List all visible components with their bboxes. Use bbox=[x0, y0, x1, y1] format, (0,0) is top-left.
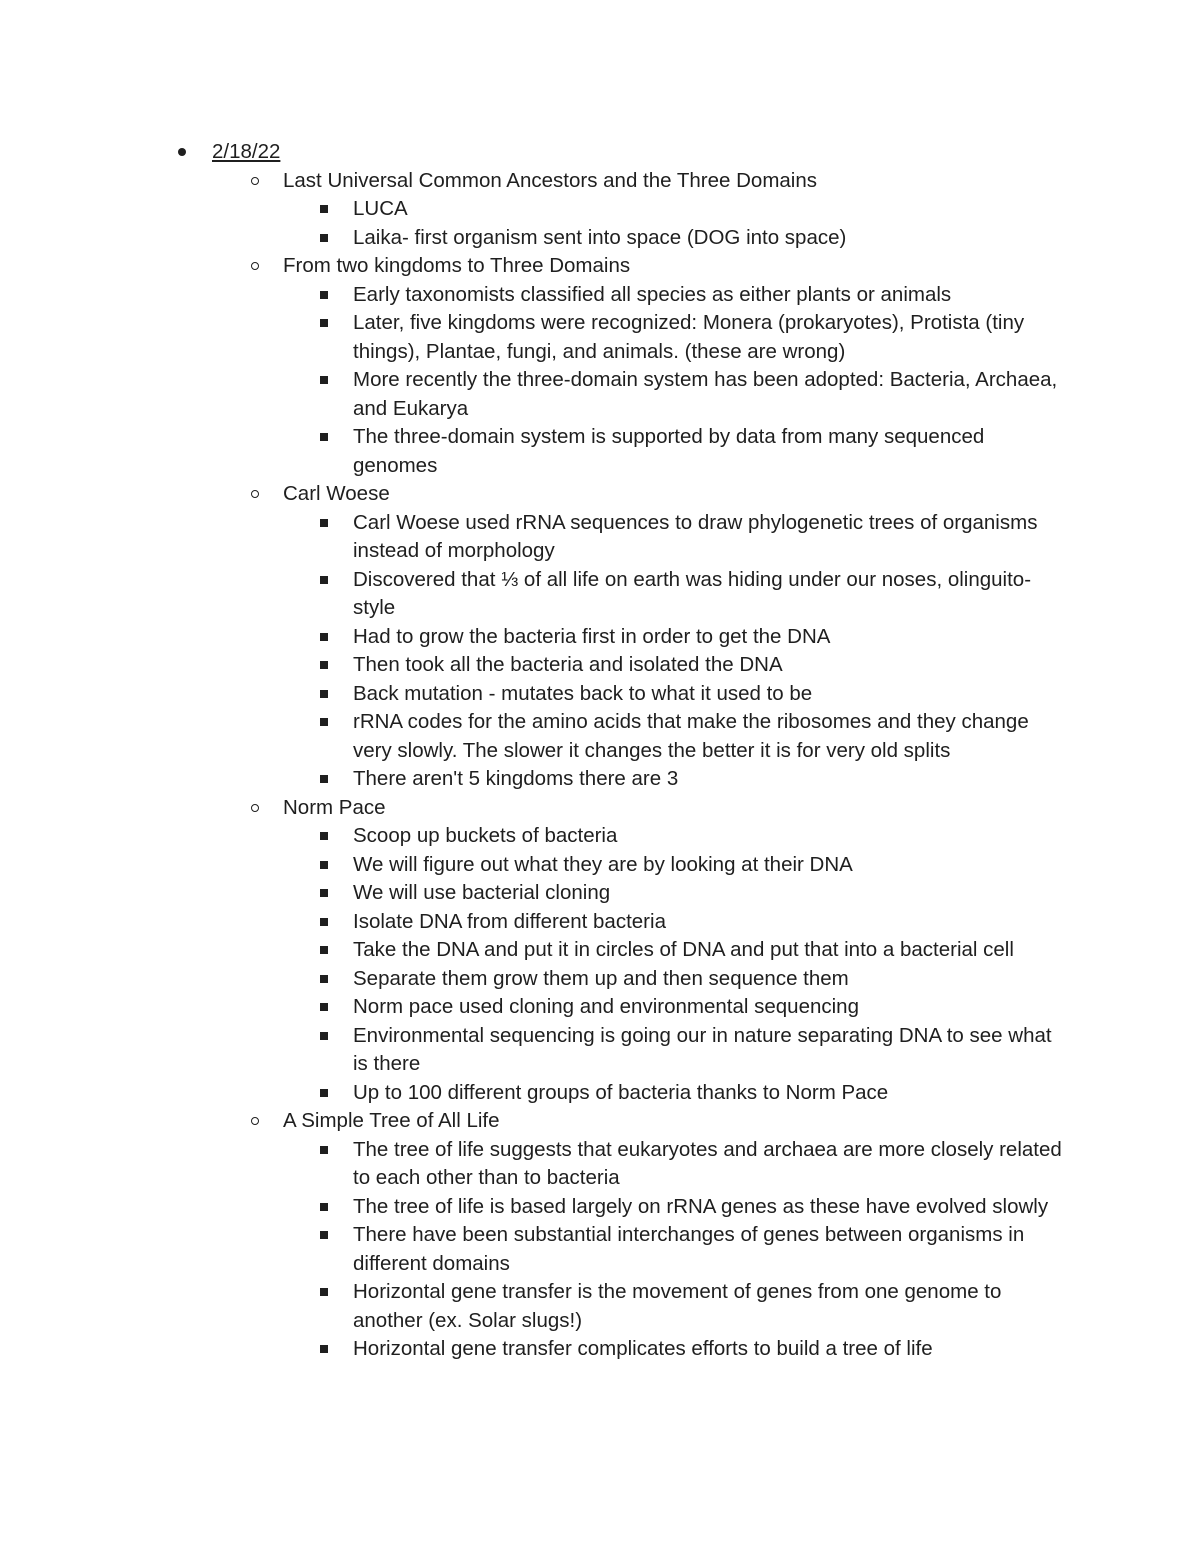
list-item bbox=[0, 281, 1200, 310]
section-heading-text: Last Universal Common Ancestors and the Three Domains bbox=[283, 168, 818, 192]
list-item-text: Later, five kingdoms were recognized: Monera (prokaryotes), Protista (tiny things), Plantae, fungi, and animals. (these are wrong) bbox=[353, 311, 1025, 363]
square-bullet-icon bbox=[314, 423, 334, 452]
section-heading-text: From two kingdoms to Three Domains bbox=[283, 254, 631, 277]
list-item-text: Back mutation - mutates back to what it used to be bbox=[353, 681, 813, 705]
list-item-text: The tree of life is based largely on rRNA genes as these have evolved slowly bbox=[353, 1194, 1049, 1218]
square-bullet-icon bbox=[314, 993, 334, 1022]
filled-bullet-icon bbox=[172, 138, 192, 167]
list-item bbox=[0, 1221, 1200, 1278]
hollow-circle-bullet-icon bbox=[245, 1107, 265, 1136]
hollow-circle-bullet-icon bbox=[245, 794, 265, 823]
list-item bbox=[0, 566, 1200, 623]
section-heading bbox=[0, 1107, 1200, 1136]
square-bullet-icon bbox=[314, 1079, 334, 1108]
list-item-text: Carl Woese used rRNA sequences to draw phylogenetic trees of organisms instead of morphology bbox=[353, 510, 1038, 562]
square-bullet-icon bbox=[314, 851, 334, 880]
list-item bbox=[0, 423, 1200, 480]
list-item-text: The three-domain system is supported by data from many sequenced genomes bbox=[353, 425, 985, 477]
date-entry bbox=[0, 138, 1200, 167]
square-bullet-icon bbox=[314, 195, 334, 224]
list-item bbox=[0, 1193, 1200, 1222]
list-item bbox=[0, 908, 1200, 937]
list-item bbox=[0, 708, 1200, 765]
list-item-text: Early taxonomists classified all species as either plants or animals bbox=[353, 282, 952, 306]
list-item bbox=[0, 651, 1200, 680]
list-item bbox=[0, 1136, 1200, 1193]
square-bullet-icon bbox=[314, 224, 334, 253]
list-item-text: Laika- first organism sent into space (DOG into space) bbox=[353, 225, 847, 249]
section-heading bbox=[0, 167, 1200, 196]
square-bullet-icon bbox=[314, 708, 334, 737]
list-item-text: Up to 100 different groups of bacteria thanks to Norm Pace bbox=[353, 1080, 889, 1104]
list-item bbox=[0, 965, 1200, 994]
square-bullet-icon bbox=[314, 623, 334, 652]
square-bullet-icon bbox=[314, 1335, 334, 1364]
list-item bbox=[0, 309, 1200, 366]
square-bullet-icon bbox=[314, 281, 334, 310]
list-item bbox=[0, 224, 1200, 253]
list-item-text: The tree of life suggests that eukaryotes and archaea are more closely related to each other than to bacteria bbox=[353, 1137, 1062, 1189]
square-bullet-icon bbox=[314, 1136, 334, 1165]
list-item-text: rRNA codes for the amino acids that make the ribosomes and they change very slowly. The slower it changes the better it is for very old splits bbox=[353, 710, 1029, 762]
list-item bbox=[0, 195, 1200, 224]
square-bullet-icon bbox=[314, 651, 334, 680]
square-bullet-icon bbox=[314, 1221, 334, 1250]
list-item-text: Discovered that ⅓ of all life on earth was hiding under our noses, olinguito-style bbox=[353, 567, 1032, 619]
square-bullet-icon bbox=[314, 1193, 334, 1222]
square-bullet-icon bbox=[314, 908, 334, 937]
hollow-circle-bullet-icon bbox=[245, 252, 265, 281]
square-bullet-icon bbox=[314, 1278, 334, 1307]
list-item bbox=[0, 1079, 1200, 1108]
square-bullet-icon bbox=[314, 936, 334, 965]
square-bullet-icon bbox=[314, 566, 334, 595]
list-item-text: More recently the three-domain system has been adopted: Bacteria, Archaea, and Eukarya bbox=[353, 368, 1058, 420]
list-item-text: There aren't 5 kingdoms there are 3 bbox=[353, 767, 679, 790]
list-item bbox=[0, 765, 1200, 794]
square-bullet-icon bbox=[314, 965, 334, 994]
list-item-text: There have been substantial interchanges of genes between organisms in different domains bbox=[353, 1223, 1025, 1275]
list-item bbox=[0, 509, 1200, 566]
list-item bbox=[0, 366, 1200, 423]
list-item bbox=[0, 623, 1200, 652]
list-item bbox=[0, 1278, 1200, 1335]
section-list bbox=[0, 167, 1200, 1364]
document-body bbox=[0, 138, 1200, 1364]
list-item-text: LUCA bbox=[353, 197, 408, 220]
list-item bbox=[0, 1335, 1200, 1364]
list-item bbox=[0, 993, 1200, 1022]
list-item-text: Horizontal gene transfer complicates efforts to build a tree of life bbox=[353, 1337, 933, 1360]
square-bullet-icon bbox=[314, 309, 334, 338]
list-item-text: Then took all the bacteria and isolated the DNA bbox=[353, 653, 783, 676]
list-item-text: Norm pace used cloning and environmental sequencing bbox=[353, 995, 859, 1018]
square-bullet-icon bbox=[314, 1022, 334, 1051]
hollow-circle-bullet-icon bbox=[245, 480, 265, 509]
list-item-text: Horizontal gene transfer is the movement of genes from one genome to another (ex. Solar slugs!) bbox=[353, 1280, 1002, 1332]
section-heading-text: Norm Pace bbox=[283, 795, 386, 819]
square-bullet-icon bbox=[314, 509, 334, 538]
list-item-text: We will figure out what they are by looking at their DNA bbox=[353, 852, 853, 876]
section-heading-text: Carl Woese bbox=[283, 482, 390, 505]
section-heading bbox=[0, 252, 1200, 281]
list-item-text: Had to grow the bacteria first in order to get the DNA bbox=[353, 624, 831, 648]
square-bullet-icon bbox=[314, 680, 334, 709]
list-item-text: Isolate DNA from different bacteria bbox=[353, 909, 666, 933]
list-item bbox=[0, 822, 1200, 851]
list-item bbox=[0, 879, 1200, 908]
list-item bbox=[0, 680, 1200, 709]
list-item-text: Take the DNA and put it in circles of DNA and put that into a bacterial cell bbox=[353, 938, 1014, 961]
list-item-text: We will use bacterial cloning bbox=[353, 881, 611, 904]
list-item-text: Scoop up buckets of bacteria bbox=[353, 824, 618, 847]
hollow-circle-bullet-icon bbox=[245, 167, 265, 196]
list-item bbox=[0, 936, 1200, 965]
section-heading-text: A Simple Tree of All Life bbox=[283, 1109, 500, 1132]
list-item-text: Separate them grow them up and then sequence them bbox=[353, 966, 849, 990]
section-heading bbox=[0, 794, 1200, 823]
square-bullet-icon bbox=[314, 765, 334, 794]
section-heading bbox=[0, 480, 1200, 509]
square-bullet-icon bbox=[314, 822, 334, 851]
list-item bbox=[0, 851, 1200, 880]
date-text: 2/18/22 bbox=[212, 140, 281, 163]
list-item-text: Environmental sequencing is going our in nature separating DNA to see what is there bbox=[353, 1023, 1052, 1075]
square-bullet-icon bbox=[314, 879, 334, 908]
list-item bbox=[0, 1022, 1200, 1079]
square-bullet-icon bbox=[314, 366, 334, 395]
